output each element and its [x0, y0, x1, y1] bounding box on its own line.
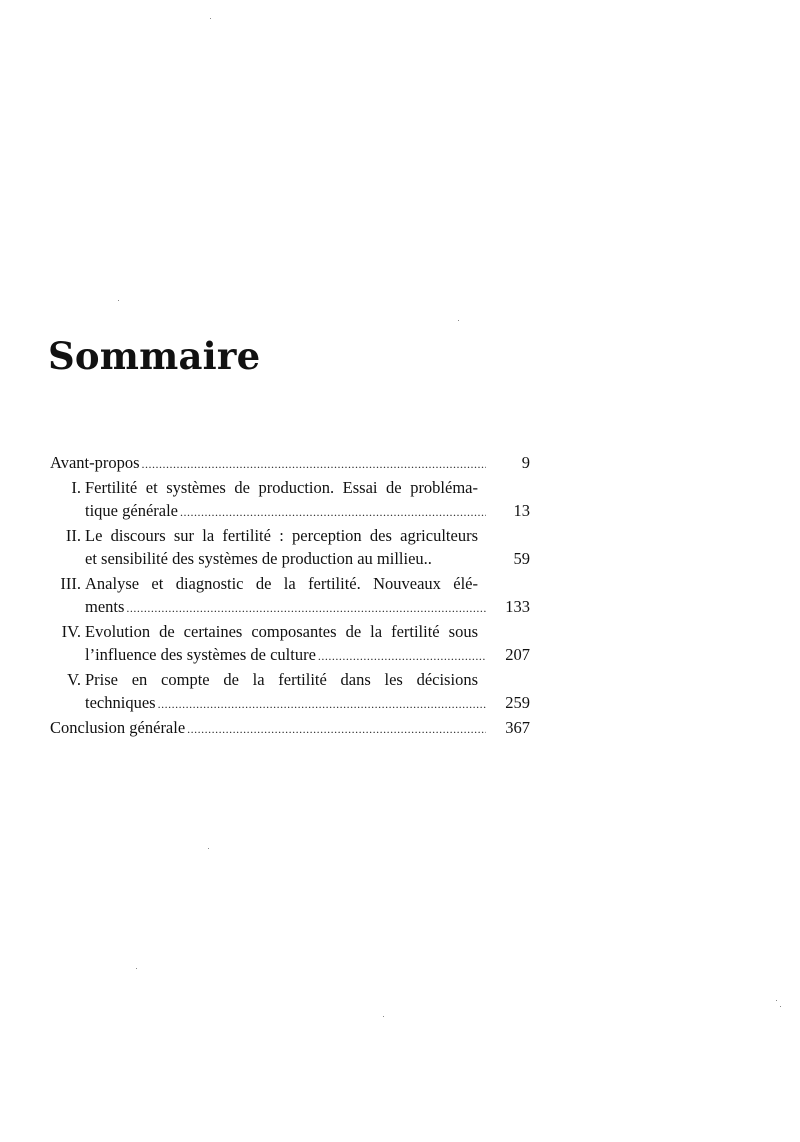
scan-speck [210, 18, 211, 19]
scan-speck [118, 300, 119, 301]
toc-entry-chapter-2[interactable] [50, 524, 530, 572]
toc-entry-title-line: l’influence des systèmes de culture [85, 645, 316, 664]
dot-leader [187, 718, 486, 741]
scan-speck [136, 968, 137, 969]
toc-entry-title-line: tique générale [85, 501, 178, 520]
toc-page-number: 133 [505, 597, 530, 616]
toc-entry-title: Avant-propos [50, 453, 140, 472]
scan-speck [208, 848, 209, 849]
toc-page-number: 367 [505, 718, 530, 737]
chapter-number: I. [71, 478, 81, 497]
scan-speck [776, 1000, 777, 1001]
page-title: Sommaire [48, 334, 261, 378]
chapter-number: IV. [61, 622, 81, 641]
dot-leader [142, 453, 486, 476]
toc-entry-title: Conclusion générale [50, 718, 186, 737]
toc-entry-title-line: Prise en compte de la fertilité dans les décisions [85, 670, 478, 689]
table-of-contents [50, 451, 530, 741]
chapter-number: V. [67, 670, 81, 689]
toc-page-number: 259 [505, 693, 530, 712]
scan-speck [780, 1006, 781, 1007]
dot-leader [126, 597, 486, 620]
toc-page-number: 207 [505, 645, 530, 664]
chapter-number: III. [60, 574, 81, 593]
toc-page-number: 9 [521, 453, 530, 472]
scan-speck [458, 320, 459, 321]
toc-entry-conclusion[interactable] [50, 716, 530, 741]
toc-page-number: 59 [513, 549, 530, 568]
toc-entry-chapter-3[interactable] [50, 572, 530, 620]
chapter-number: II. [65, 526, 81, 545]
toc-entry-title-line: Analyse et diagnostic de la fertilité. Nouveaux élé- [85, 574, 478, 593]
toc-entry-avant-propos[interactable] [50, 451, 530, 476]
dot-leader [180, 501, 486, 524]
toc-entry-chapter-5[interactable] [50, 668, 530, 716]
toc-entry-chapter-1[interactable] [50, 476, 530, 524]
toc-page-number: 13 [513, 501, 530, 520]
dot-leader [318, 645, 486, 668]
dot-leader [158, 693, 486, 716]
toc-entry-title-line: Le discours sur la fertilité : perception des agriculteurs [85, 526, 478, 545]
toc-entry-title-line: Evolution de certaines composantes de la fertilité sous [85, 622, 478, 641]
scan-speck [383, 1016, 384, 1017]
toc-entry-title-line: ments [85, 597, 125, 616]
toc-entry-title-line: et sensibilité des systèmes de production au millieu.. [85, 549, 432, 568]
toc-entry-title-line: Fertilité et systèmes de production. Essai de probléma- [85, 478, 478, 497]
toc-entry-title-line: techniques [85, 693, 156, 712]
toc-entry-chapter-4[interactable] [50, 620, 530, 668]
